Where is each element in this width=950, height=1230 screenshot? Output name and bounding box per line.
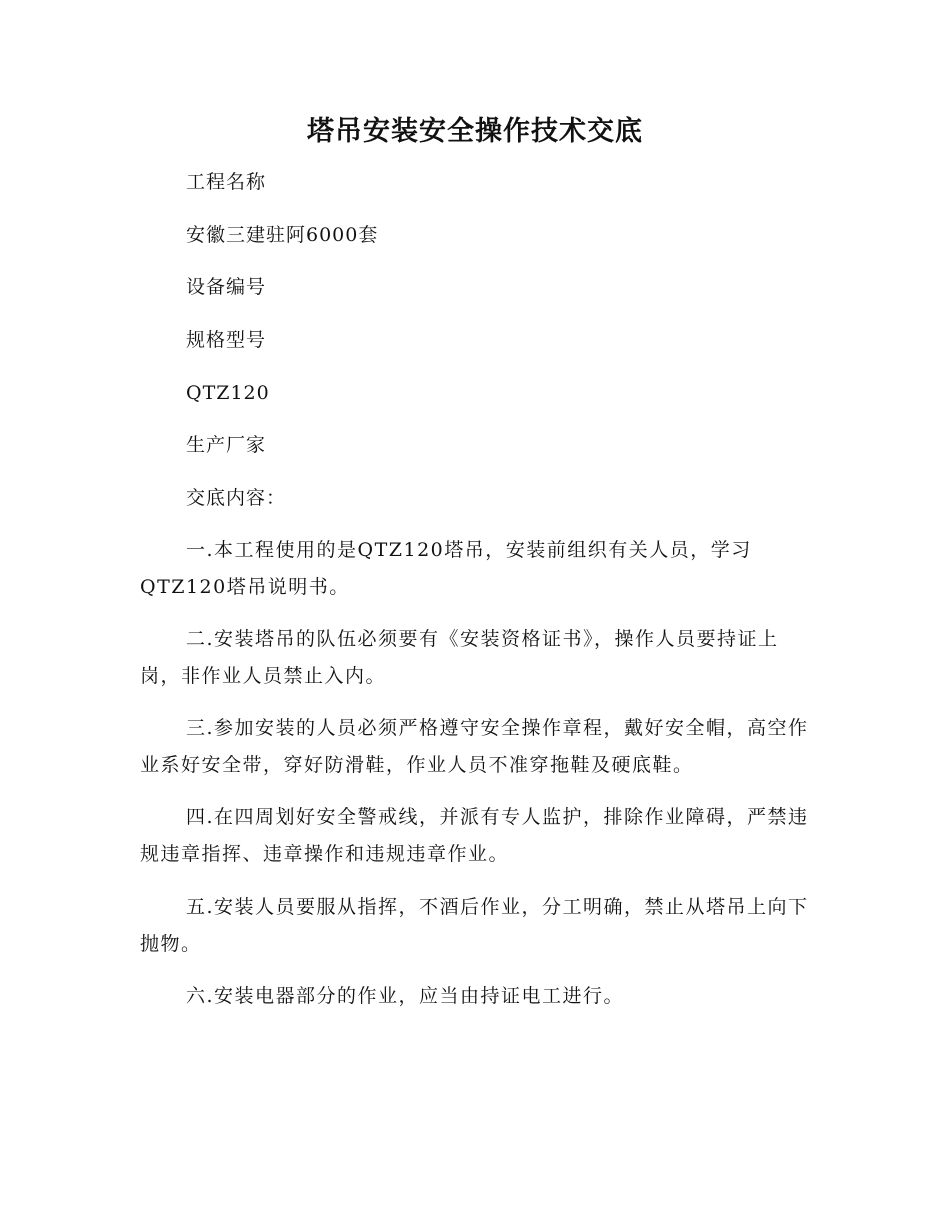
item-paragraph-1: 一.本工程使用的是QTZ120塔吊，安装前组织有关人员，学习QTZ120塔吊说明书。 (140, 539, 752, 598)
document-title: 塔吊安装安全操作技术交底 (307, 116, 643, 147)
content-label: 交底内容： (186, 487, 287, 509)
manufacturer-label: 生产厂家 (186, 434, 267, 456)
project-name-label: 工程名称 (186, 171, 267, 193)
project-name-value: 安徽三建驻阿6000套 (186, 224, 379, 246)
model-label: 规格型号 (186, 329, 267, 351)
item-paragraph-5: 五.安装人员要服从指挥，不酒后作业，分工明确，禁止从塔吊上向下抛物。 (140, 896, 809, 955)
item-paragraph-4: 四.在四周划好安全警戒线，并派有专人监护，排除作业障碍，严禁违规违章指挥、违章操作和违规违章作业。 (140, 806, 809, 865)
model-value: QTZ120 (186, 382, 270, 404)
item-paragraph-6: 六.安装电器部分的作业，应当由持证电工进行。 (186, 985, 625, 1007)
item-paragraph-3: 三.参加安装的人员必须严格遵守安全操作章程，戴好安全帽，高空作业系好安全带，穿好防滑鞋，作业人员不准穿拖鞋及硬底鞋。 (140, 717, 809, 776)
equipment-number-label: 设备编号 (186, 276, 267, 298)
item-paragraph-2: 二.安装塔吊的队伍必须要有《安装资格证书》，操作人员要持证上岗，非作业人员禁止入内。 (140, 628, 779, 687)
